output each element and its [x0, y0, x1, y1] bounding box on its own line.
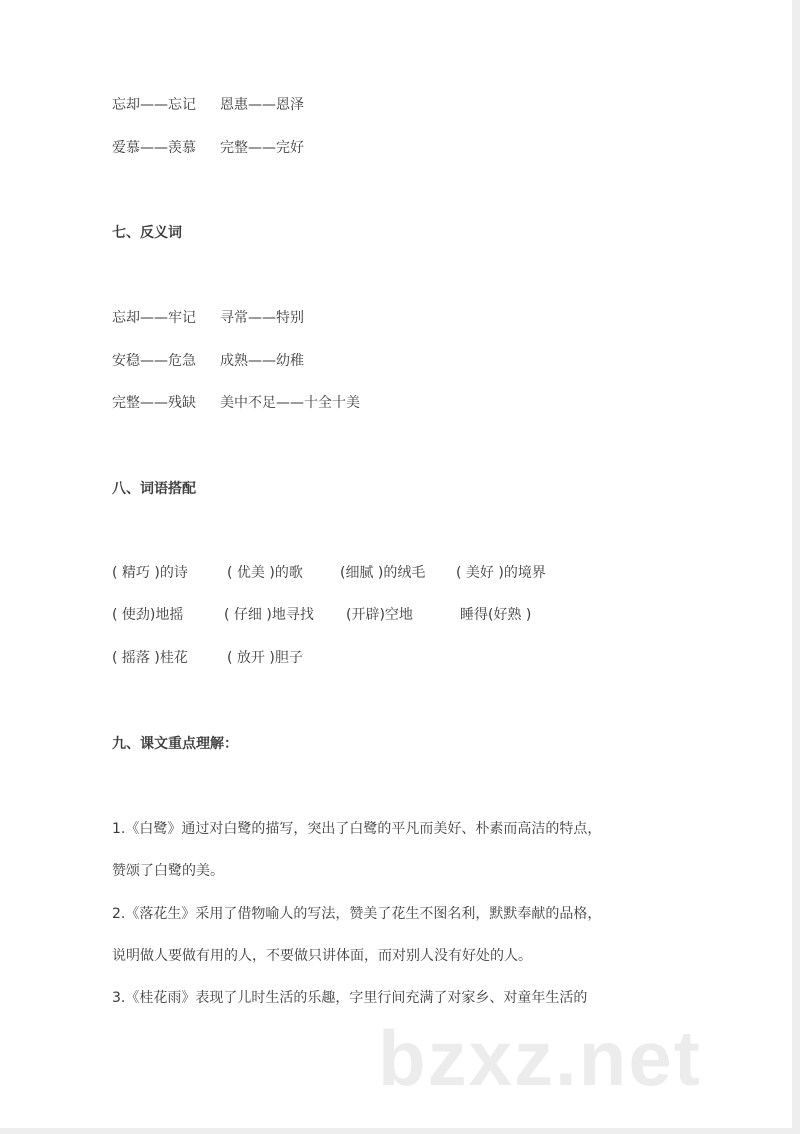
paragraph-line: 1.《白鹭》通过对白鹭的描写，突出了白鹭的平凡而美好、朴素而高洁的特点， — [112, 821, 602, 837]
collocation: ( 放开 )胆子 — [227, 650, 303, 666]
collocation: 睡得(好熟 ) — [460, 607, 532, 623]
antonym-row — [112, 309, 304, 327]
word-pair: 安稳——危急 — [112, 353, 196, 369]
collocation: (细腻 )的绒毛 — [340, 565, 426, 581]
collocation: ( 美好 )的境界 — [456, 565, 546, 581]
page-edge-bottom — [0, 1128, 800, 1134]
word-pair: 成熟——幼稚 — [220, 353, 304, 369]
paragraph-line: 3.《桂花雨》表现了儿时生活的乐趣，字里行间充满了对家乡、对童年生活的 — [112, 990, 588, 1006]
word-pair: 爱慕——羡慕 — [112, 140, 196, 156]
paragraph-line: 说明做人要做有用的人，不要做只讲体面，而对别人没有好处的人。 — [112, 948, 532, 964]
collocation: ( 精巧 )的诗 — [112, 565, 188, 581]
collocation: ( 使劲)地摇 — [112, 607, 184, 623]
word-pair: 完整——完好 — [220, 140, 304, 156]
section-heading-antonyms: 七、反义词 — [112, 225, 182, 241]
page-edge-right — [792, 0, 800, 1134]
synonym-row — [112, 139, 304, 157]
watermark: bzxz.net — [378, 1014, 702, 1102]
word-pair: 忘却——牢记 — [112, 310, 196, 326]
word-pair: 完整——残缺 — [112, 395, 196, 411]
word-pair: 忘却——忘记 — [112, 97, 196, 113]
collocation: ( 优美 )的歌 — [227, 565, 303, 581]
collocation: (开辟)空地 — [346, 607, 413, 623]
collocation: ( 摇落 )桂花 — [112, 650, 188, 666]
antonym-row — [112, 394, 360, 412]
paragraph-line: 2.《落花生》采用了借物喻人的写法，赞美了花生不图名利，默默奉献的品格， — [112, 906, 602, 922]
paragraph-line: 赞颂了白鹭的美。 — [112, 863, 224, 879]
word-pair: 寻常——特别 — [220, 310, 304, 326]
section-heading-collocations: 八、词语搭配 — [112, 481, 196, 497]
word-pair: 恩惠——恩泽 — [220, 97, 304, 113]
antonym-row — [112, 352, 304, 370]
section-heading-key-points: 九、课文重点理解： — [112, 736, 238, 752]
synonym-row — [112, 96, 304, 114]
word-pair: 美中不足——十全十美 — [220, 395, 360, 411]
collocation: ( 仔细 )地寻找 — [224, 607, 314, 623]
